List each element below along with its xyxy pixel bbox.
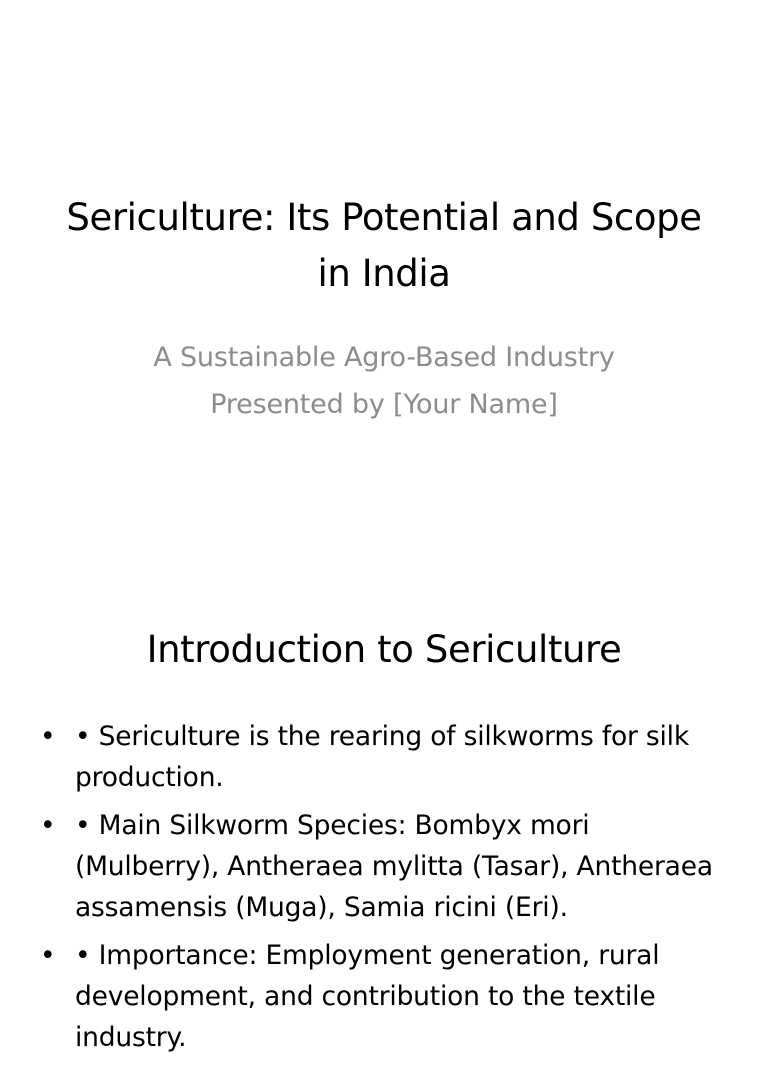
bullet-text: • Sericulture is the rearing of silkworms for silk production.	[75, 721, 689, 793]
bullet-marker: •	[40, 810, 56, 841]
bullet-marker: •	[40, 721, 56, 752]
bullet-list	[40, 716, 730, 1065]
list-item	[40, 935, 730, 1058]
bullet-text: • Importance: Employment generation, rural development, and contribution to the textile industry.	[75, 940, 660, 1053]
introduction-slide	[0, 576, 768, 1053]
presentation-title: Sericulture: Its Potential and Scope in India	[66, 196, 702, 295]
bullet-marker: •	[40, 940, 56, 971]
slide-title: Introduction to Sericulture	[146, 628, 622, 671]
list-item	[40, 716, 730, 798]
presentation-subtitle	[60, 334, 708, 428]
list-item	[40, 805, 730, 928]
bullet-text: • Main Silkworm Species: Bombyx mori (Mulberry), Antheraea mylitta (Tasar), Antheraea assamensis (Muga), Samia ricini (Eri).	[75, 810, 713, 923]
subtitle-line-presenter: Presented by [Your Name]	[210, 389, 558, 420]
subtitle-line-tagline: A Sustainable Agro-Based Industry	[153, 342, 615, 373]
